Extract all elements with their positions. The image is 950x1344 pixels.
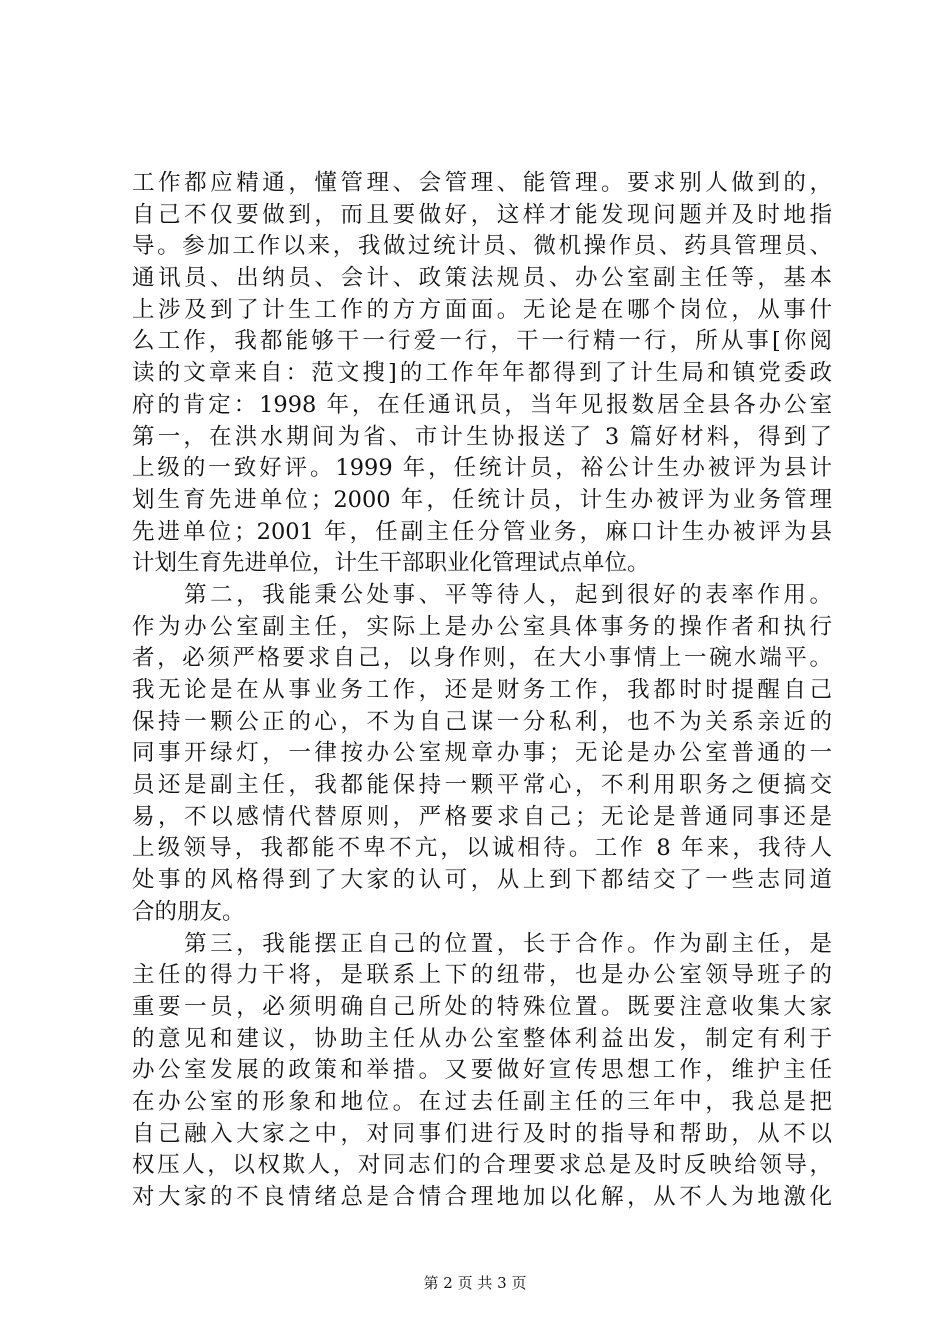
- text-line: 自己不仅要做到，而且要做好，这样才能发现问题并及时地指: [132, 201, 832, 228]
- text-line: 者，必须严格要求自己，以身作则，在大小事情上一碗水端平。: [132, 645, 832, 672]
- text-line: 员还是副主任，我都能保持一颗平常心，不利用职务之便搞交: [132, 772, 832, 799]
- text-line: 工作都应精通，懂管理、会管理、能管理。要求别人做到的，: [132, 170, 832, 196]
- text-line: 第二，我能秉公处事、平等待人，起到很好的表率作用。: [132, 581, 832, 608]
- text-line: 第一，在洪水期间为省、市计生协报送了 3 篇好材料，得到了: [132, 423, 832, 450]
- text-line: 合的朋友。: [132, 898, 245, 925]
- text-line: 重要一员，必须明确自己所处的特殊位置。既要注意收集大家: [132, 993, 832, 1020]
- text-line: 处事的风格得到了大家的认可，从上到下都结交了一些志同道: [132, 867, 832, 894]
- text-line: 划生育先进单位；2000 年，任统计员，计生办被评为业务管理: [132, 486, 832, 513]
- text-line: 么工作，我都能够干一行爱一行，干一行精一行，所从事[你阅: [132, 328, 832, 355]
- text-line: 先进单位；2001 年，任副主任分管业务，麻口计生办被评为县: [132, 518, 832, 545]
- text-line: 上涉及到了计生工作的方方面面。无论是在哪个岗位，从事什: [132, 296, 832, 323]
- text-line: 导。参加工作以来，我做过统计员、微机操作员、药具管理员、: [132, 233, 832, 260]
- text-line: 在办公室的形象和地位。在过去任副主任的三年中，我总是把: [132, 1088, 832, 1115]
- text-line: 权压人，以权欺人，对同志们的合理要求总是及时反映给领导，: [132, 1152, 832, 1179]
- text-line: 府的肯定：1998 年，在任通讯员，当年见报数居全县各办公室: [132, 391, 832, 418]
- text-line: 易，不以感情代替原则，严格要求自己；无论是普通同事还是: [132, 803, 832, 830]
- page-footer: 第 2 页 共 3 页: [423, 1274, 527, 1292]
- text-line: 通讯员、出纳员、会计、政策法规员、办公室副主任等，基本: [132, 265, 832, 292]
- text-line: 读的文章来自：范文搜]的工作年年都得到了计生局和镇党委政: [132, 360, 832, 387]
- text-line: 办公室发展的政策和举措。又要做好宣传思想工作，维护主任: [132, 1057, 832, 1084]
- text-line: 作为办公室副主任，实际上是办公室具体事务的操作者和执行: [132, 613, 832, 640]
- text-line: 同事开绿灯，一律按办公室规章办事；无论是办公室普通的一: [132, 740, 832, 767]
- text-line: 我无论是在从事业务工作，还是财务工作，我都时时提醒自己: [132, 677, 832, 703]
- body-text: [132, 168, 832, 1214]
- text-line: 第三，我能摆正自己的位置，长于合作。作为副主任，是: [132, 930, 832, 957]
- text-line: 保持一颗公正的心，不为自己谋一分私利，也不为关系亲近的: [132, 708, 832, 735]
- text-line: 自己融入大家之中，对同事们进行及时的指导和帮助，从不以: [132, 1120, 832, 1147]
- text-line: 主任的得力干将，是联系上下的纽带，也是办公室领导班子的: [132, 962, 832, 989]
- text-line: 对大家的不良情绪总是合情合理地加以化解，从不人为地激化: [132, 1184, 832, 1210]
- text-line: 上级领导，我都能不卑不亢，以诚相待。工作 8 年来，我待人: [132, 835, 832, 862]
- text-line: 上级的一致好评。1999 年，任统计员，裕公计生办被评为县计: [132, 455, 832, 482]
- text-line: 计划生育先进单位，计生干部职业化管理试点单位。: [132, 550, 650, 577]
- text-line: 的意见和建议，协助主任从办公室整体利益出发，制定有利于: [132, 1025, 832, 1052]
